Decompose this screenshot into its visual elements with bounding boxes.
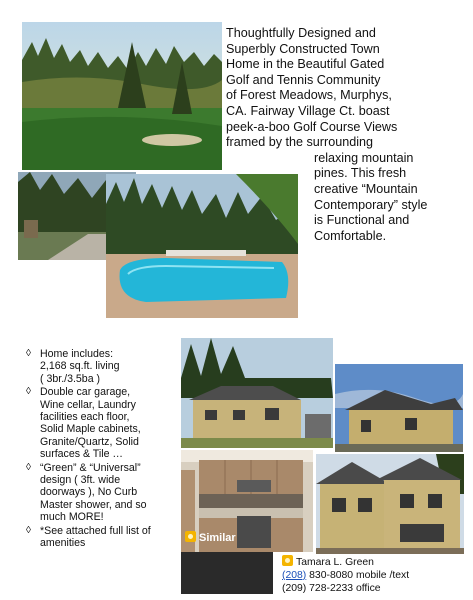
mobile-phone-link[interactable]: (208) [282, 570, 307, 581]
mobile-phone-row [282, 569, 409, 582]
mobile-phone-text: 830-8080 mobile /text [306, 570, 410, 581]
description-line: Golf and Tennis Community [226, 72, 381, 87]
feature-line: Master shower, and so [40, 498, 147, 511]
feature-line: Wine cellar, Laundry [40, 398, 136, 411]
contact-info [282, 555, 409, 595]
bullet-icon: ◊ [26, 348, 31, 359]
similar-icon [185, 531, 196, 542]
feature-line: Solid Maple cabinets, [40, 423, 141, 436]
feature-line: Double car garage, [40, 386, 131, 399]
similar-label: Similar [199, 532, 236, 544]
photo-caption-strip [181, 552, 273, 594]
feature-line: design ( 3ft. wide [40, 474, 121, 487]
feature-line: *See attached full list of [40, 524, 151, 537]
description-line: Home in the Beautiful Gated [226, 57, 385, 72]
sun-icon [282, 555, 293, 566]
feature-line: “Green” & “Universal” [40, 461, 141, 474]
description-line: Thoughtfully Designed and [226, 26, 376, 40]
feature-item [26, 462, 178, 524]
description-line: is Functional and [314, 213, 410, 228]
feature-line: surfaces & Tile … [40, 448, 124, 461]
similar-button[interactable] [185, 531, 236, 544]
office-phone: (209) 728-2233 office [282, 583, 381, 594]
description-line: pines. This fresh [314, 166, 407, 181]
feature-item [26, 348, 178, 385]
bullet-icon: ◊ [26, 386, 31, 398]
description-line: Contemporary” style [314, 197, 428, 212]
feature-line: facilities each floor, [40, 411, 130, 424]
feature-item [26, 386, 178, 460]
feature-item [26, 525, 178, 550]
feature-line: ( 3br./3.5ba ) [40, 372, 101, 385]
description-line: framed by the surrounding [226, 135, 374, 150]
description-line: peek-a-boo Golf Course Views [226, 119, 398, 134]
agent-name: Tamara L. Green [296, 557, 374, 568]
description-line: CA. Fairway Village Ct. boast [226, 103, 390, 118]
description-line: of Forest Meadows, Murphys, [226, 88, 392, 103]
description-line: Superbly Constructed Town [226, 41, 380, 56]
feature-line: doorways ), No Curb [40, 486, 138, 499]
bullet-icon: ◊ [26, 461, 31, 473]
description-line: creative “Mountain [314, 181, 418, 196]
agent-name-row [282, 555, 409, 569]
golf-course-photo [22, 22, 222, 170]
description-line: relaxing mountain [314, 150, 414, 165]
bullet-icon: ◊ [26, 524, 31, 536]
feature-line: Granite/Quartz, Solid [40, 435, 139, 448]
feature-line: amenities [40, 537, 86, 550]
features-list [26, 348, 178, 551]
property-description [226, 26, 466, 244]
feature-line: Home includes: [40, 348, 114, 360]
feature-line: much MORE! [40, 511, 104, 524]
house-front-photo [316, 454, 464, 554]
description-line: Comfortable. [314, 228, 387, 243]
feature-line: 2,168 sq.ft. living [40, 360, 120, 373]
house-side-photo [335, 364, 463, 452]
house-exterior-photo [181, 338, 333, 448]
